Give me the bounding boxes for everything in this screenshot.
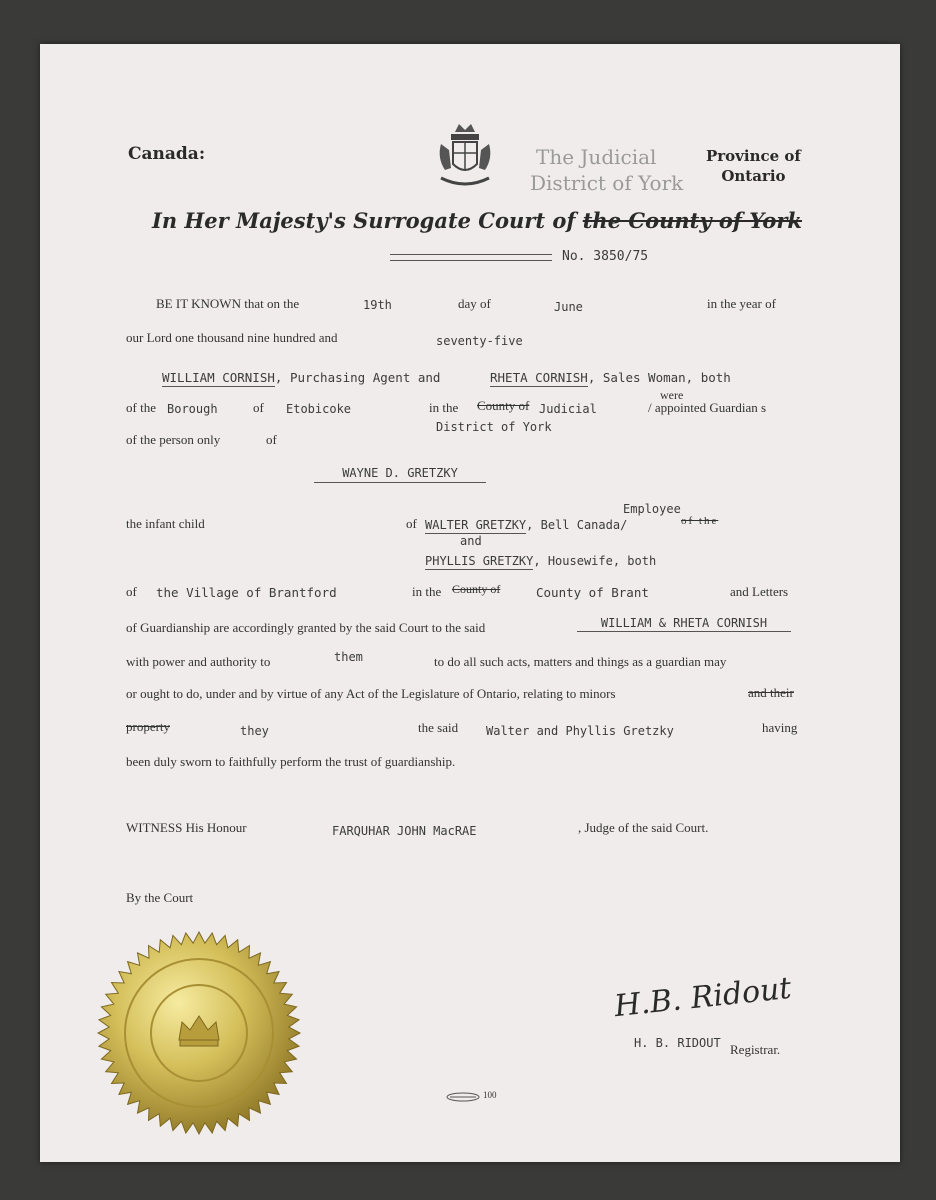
property-struck: property [126,719,171,734]
court-title-text: In Her Majesty's Surrogate Court of [152,208,583,233]
file-number: No. 3850/75 [562,249,649,264]
district-title [530,144,683,196]
province-line-1: Province of [706,147,801,165]
district-line-1: The Judicial [536,145,657,169]
by-court-label: By the Court [126,890,194,905]
be-it-known: BE IT KNOWN that on the [156,296,300,311]
registrar-name: H. B. RIDOUT [634,1036,721,1050]
granted-to-value: WILLIAM & RHETA CORNISH [600,616,768,630]
guardian-2-line [490,370,731,385]
father-line [425,518,627,532]
in-year-of: in the year of [707,296,776,311]
granted-to-line [577,616,791,632]
county-of-struck-2: County of [452,582,501,596]
in-the-label-2: in the [412,584,442,599]
and-their-struck: and their [748,685,794,700]
double-rule [390,254,552,261]
month-value: June [554,300,583,314]
father-occupation: , Bell Canada/ [526,518,628,532]
guardian-1-name: WILLIAM CORNISH [162,370,275,385]
document-page [40,44,900,1162]
and-letters-label: and Letters [730,584,789,599]
judge-name: FARQUHAR JOHN MacRAE [332,824,477,838]
village-value: the Village of Brantford [156,585,337,600]
mother-line [425,554,656,568]
gold-seal-icon [96,930,302,1136]
were-label: were [660,388,684,402]
guardians-line [162,370,440,385]
canada-label: Canada: [128,144,206,164]
them-value: them [334,650,363,664]
etobicoke-value: Etobicoke [286,402,352,416]
to-do-label: to do all such acts, matters and things as a guardian may [434,654,727,669]
county-of-struck: County of [477,398,530,413]
they-value: they [240,724,269,738]
the-said-label: the said [418,720,459,735]
with-power-label: with power and authority to [126,654,271,669]
having-label: having [762,720,798,735]
judicial-value: Judicial [539,402,597,416]
registrar-signature: H.B. Ridout [612,970,793,1025]
infant-name-line [314,466,486,483]
judge-of-label: , Judge of the said Court. [578,820,709,835]
province-line-2: Ontario [721,167,786,185]
county-brant-value: County of Brant [536,585,649,600]
print-mark: 100 [483,1090,497,1100]
and-label: and [460,534,482,548]
year-value: seventy-five [436,334,523,348]
court-title [152,208,802,233]
district-of-york-value: District of York [436,420,552,434]
union-label-icon [446,1092,480,1102]
infant-name: WAYNE D. GRETZKY [342,466,458,480]
court-title-struck: the County of York [582,208,802,233]
of-the-struck: of the [681,515,719,527]
appointed-label: / appointed Guardian s [648,400,767,415]
coat-of-arms-icon [433,120,497,196]
of-the-label: of the [126,400,156,415]
guardian-1-occupation: , Purchasing Agent and [274,370,441,385]
registrar-title: Registrar. [730,1042,781,1057]
of-label-3: of [406,516,417,531]
infant-child-label: the infant child [126,516,205,531]
person-only-label: of the person only [126,432,221,447]
sworn-line: been duly sworn to faithfully perform the trust of guardianship. [126,754,456,769]
parents-value: Walter and Phyllis Gretzky [486,724,674,738]
guardian-2-occupation: , Sales Woman, both [587,370,731,385]
day-value: 19th [363,298,392,312]
province-label [706,146,801,186]
of-label-2: of [266,432,277,447]
of-label-4: of [126,584,137,599]
employee-label: Employee [623,502,681,516]
day-of-label: day of [458,296,491,311]
in-the-label: in the [429,400,459,415]
mother-name: PHYLLIS GRETZKY [425,554,534,568]
borough-value: Borough [167,402,218,416]
district-line-2: District of York [530,171,684,195]
our-lord: our Lord one thousand nine hundred and [126,330,338,345]
father-name: WALTER GRETZKY [425,518,527,532]
of-label: of [253,400,264,415]
guardian-2-name: RHETA CORNISH [490,370,588,385]
mother-occupation: , Housewife, both [533,554,657,568]
letters-line: of Guardianship are accordingly granted by the said Court to the said [126,620,486,635]
ought-line: or ought to do, under and by virtue of any Act of the Legislature of Ontario, relating to minors [126,686,616,701]
witness-label: WITNESS His Honour [126,820,247,835]
